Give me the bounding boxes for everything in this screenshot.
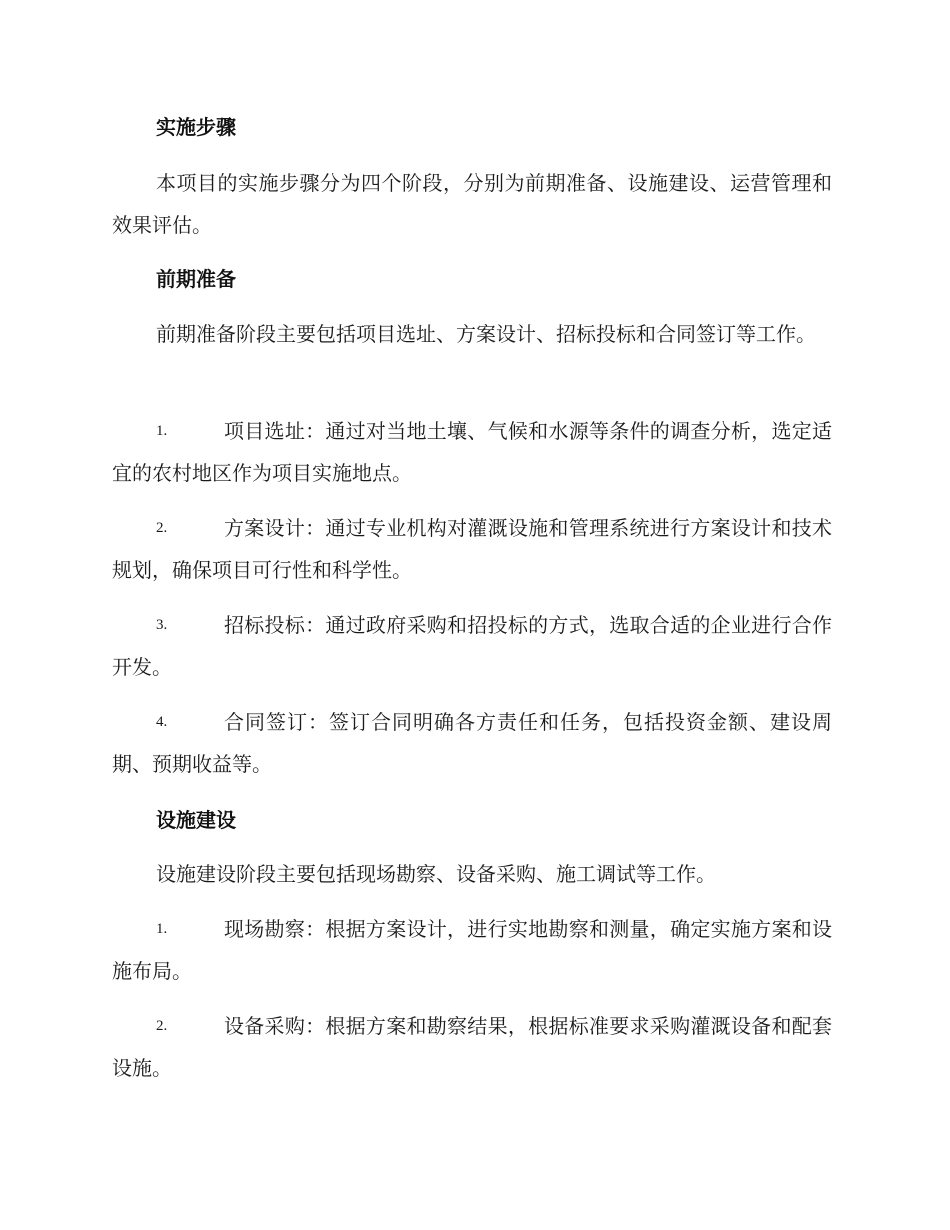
section-heading-prep: 前期准备 [156,267,236,291]
list-item [112,507,832,591]
list-item-text: 方案设计：通过专业机构对灌溉设施和管理系统进行方案设计和技术规划，确保项目可行性和科学性。 [112,516,832,582]
list-item-number: 2. [156,520,168,536]
paragraph-steps-intro: 本项目的实施步骤分为四个阶段，分别为前期准备、设施建设、运营管理和效果评估。 [112,171,832,237]
list-item [112,604,832,688]
list-item-number: 1. [156,423,168,439]
section-heading-build: 设施建设 [156,808,236,832]
list-item-text: 合同签订：签订合同明确各方责任和任务，包括投资金额、建设周期、预期收益等。 [112,710,832,776]
list-item [112,1005,832,1089]
paragraph-build-intro: 设施建设阶段主要包括现场勘察、设备采购、施工调试等工作。 [156,862,716,886]
section-heading-steps: 实施步骤 [156,115,236,139]
list-item [112,908,832,992]
list-item-text: 项目选址：通过对当地土壤、气候和水源等条件的调查分析，选定适宜的农村地区作为项目实施地点。 [112,419,832,485]
list-item-number: 1. [156,921,168,937]
list-item-text: 现场勘察：根据方案设计，进行实地勘察和测量，确定实施方案和设施布局。 [112,917,832,983]
list-item-text: 招标投标：通过政府采购和招投标的方式，选取合适的企业进行合作开发。 [112,613,832,679]
list-item [112,410,832,494]
list-item [112,701,832,785]
list-item-number: 3. [156,617,168,633]
paragraph-prep-intro: 前期准备阶段主要包括项目选址、方案设计、招标投标和合同签订等工作。 [156,322,816,346]
list-item-text: 设备采购：根据方案和勘察结果，根据标准要求采购灌溉设备和配套设施。 [112,1014,832,1080]
list-item-number: 4. [156,714,168,730]
list-item-number: 2. [156,1018,168,1034]
